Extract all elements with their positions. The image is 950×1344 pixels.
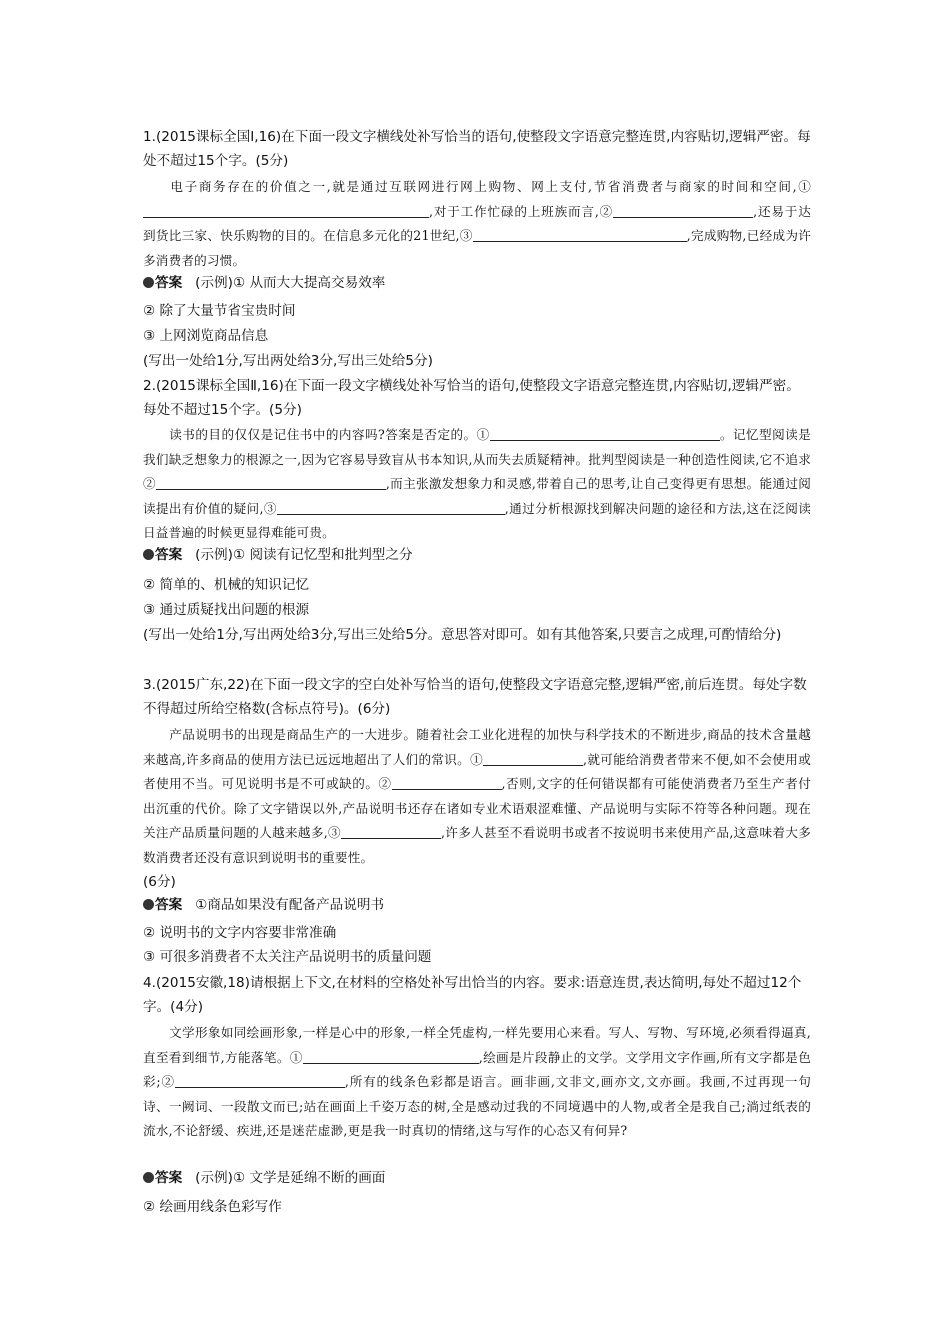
answer-text: (示例)① 从而大大提高交易效率 xyxy=(195,275,386,291)
passage-text: ,而主张激发想象力和灵感,带着自己的思考,让自己变得更有思想。能通过阅读提出有价值的疑问,③ xyxy=(143,476,811,516)
passage-text: ,所有的线条色彩都是语言。画非画,文非文,画亦文,文亦画。我画,不过再现一句诗、一阙词、一段散文而已;站在画面上千姿万态的树,全是感动过我的不同境遇中的人物,或者全是我自己;淌过纸表的流水,不论舒缓、疾进,还是迷茫虚渺,更是我一时真切的情绪,这与写作的心态又有何异? xyxy=(143,1074,811,1138)
answer-blank[interactable] xyxy=(392,775,502,790)
passage-text: ,完成购物,已经成为许多消费者的习惯。 xyxy=(143,228,811,268)
answer-line: ② 说明书的文字内容要非常准确 xyxy=(143,925,337,941)
question-4-stem: 4.(2015安徽,18)请根据上下文,在材料的空格处补写出恰当的内容。要求:语意连贯,表达简明,每处不超过12个字。(4分) xyxy=(143,975,802,1015)
answer-text: ①商品如果没有配备产品说明书 xyxy=(195,897,385,913)
question-1-stem: 1.(2015课标全国Ⅰ,16)在下面一段文字横线处补写恰当的语句,使整段文字语意完整连贯,内容贴切,逻辑严密。每处不超过15个字。(5分) xyxy=(143,129,811,169)
passage-text: 产品说明书的出现是商品生产的一大进步。随着社会工业化进程的加快与科学技术的不断进步,商品的技术含量越来越高,许多商品的使用方法已远远地超出了人们的常识。① xyxy=(143,727,811,767)
answer-label: 答案 xyxy=(155,547,183,563)
answer-blank[interactable] xyxy=(341,824,441,839)
scoring-note: (写出一处给1分,写出两处给3分,写出三处给5分) xyxy=(143,353,433,369)
answer-label: 答案 xyxy=(155,897,183,913)
answer-label: 答案 xyxy=(155,1170,183,1186)
answer-blank[interactable] xyxy=(303,1049,479,1064)
answer-blank[interactable] xyxy=(613,203,753,218)
passage-text: 电子商务存在的价值之一,就是通过互联网进行网上购物、网上支付,节省消费者与商家的时间和空间,① xyxy=(169,179,811,194)
passage-text: 读书的目的仅仅是记住书中的内容吗?答案是否定的。① xyxy=(169,427,490,442)
passage-text: ,通过分析根源找到解决问题的途径和方法,这在泛阅读日益普遍的时候更显得难能可贵。 xyxy=(143,500,811,540)
answer-blank[interactable] xyxy=(175,1073,345,1088)
passage-text: ,许多人甚至不看说明书或者不按说明书来使用产品,这意味着大多数消费者还没有意识到说明书的重要性。 xyxy=(143,825,811,865)
answer-blank[interactable] xyxy=(483,751,583,766)
passage-text: 文学形象如同绘画形象,一样是心中的形象,一样全凭虚构,一样先要用心来看。写人、写物、写环境,必须看得逼真,直至看到细节,方能落笔。① xyxy=(143,1025,811,1065)
question-3-passage xyxy=(143,723,811,870)
question-3-answer xyxy=(143,893,811,917)
question-4-answer xyxy=(143,1166,811,1190)
answer-marker-icon xyxy=(143,277,154,288)
answer-marker-icon xyxy=(143,1172,154,1183)
answer-blank[interactable] xyxy=(156,475,386,490)
passage-text: ,绘画是片段静止的文学。文学用文字作画,所有文字都是色彩;② xyxy=(143,1049,811,1089)
answer-label: 答案 xyxy=(155,275,183,291)
answer-marker-icon xyxy=(143,549,154,560)
passage-text: ,就可能给消费者带来不便,如不会使用或者使用不当。可见说明书是不可或缺的。② xyxy=(143,751,812,791)
question-2-stem: 2.(2015课标全国Ⅱ,16)在下面一段文字横线处补写恰当的语句,使整段文字语意完整连贯,内容贴切,逻辑严密。每处不超过15个字。(5分) xyxy=(143,378,800,418)
answer-blank[interactable] xyxy=(143,203,429,218)
answer-line: ② 绘画用线条色彩写作 xyxy=(143,1199,282,1215)
answer-blank[interactable] xyxy=(473,227,687,242)
scoring-note: (写出一处给1分,写出两处给3分,写出三处给5分。意思答对即可。如有其他答案,只要言之成理,可酌情给分) xyxy=(143,627,782,643)
question-2-answer xyxy=(143,543,811,567)
answer-line: ③ 可很多消费者不太关注产品说明书的质量问题 xyxy=(143,949,432,965)
answer-line: ③ 上网浏览商品信息 xyxy=(143,328,269,344)
answer-blank[interactable] xyxy=(277,500,505,515)
answer-line: ③ 通过质疑找出问题的根源 xyxy=(143,602,310,618)
question-1-passage xyxy=(143,175,811,273)
score-tail: (6分) xyxy=(143,874,176,890)
answer-blank[interactable] xyxy=(490,426,720,441)
answer-line: ② 除了大量节省宝贵时间 xyxy=(143,303,296,319)
passage-text: 。记忆型阅读是我们缺乏想象力的根源之一,因为它容易导致盲从书本知识,从而失去质疑精神。批判型阅读是一种创造性阅读,它不追求② xyxy=(143,427,811,491)
passage-text: ,否则,文字的任何错误都有可能使消费者乃至生产者付出沉重的代价。除了文字错误以外,产品说明书还存在诸如专业术语艰涩难懂、产品说明与实际不符等各种问题。现在关注产品质量问题的人越来越多,③ xyxy=(143,776,811,840)
question-2-passage xyxy=(143,423,811,546)
answer-text: (示例)① 文学是延绵不断的画面 xyxy=(195,1170,386,1186)
answer-text: (示例)① 阅读有记忆型和批判型之分 xyxy=(195,547,413,563)
question-1-answer xyxy=(143,271,811,295)
question-3-stem: 3.(2015广东,22)在下面一段文字的空白处补写恰当的语句,使整段文字语意完整,逻辑严密,前后连贯。每处字数不得超过所给空格数(含标点符号)。(6分) xyxy=(143,677,807,717)
answer-line: ② 简单的、机械的知识记忆 xyxy=(143,577,310,593)
passage-text: ,对于工作忙碌的上班族而言,② xyxy=(429,203,614,219)
question-4-passage xyxy=(143,1021,811,1144)
passage-text: ,还易于达到货比三家、快乐购物的目的。在信息多元化的21世纪,③ xyxy=(143,203,811,243)
answer-marker-icon xyxy=(143,899,154,910)
